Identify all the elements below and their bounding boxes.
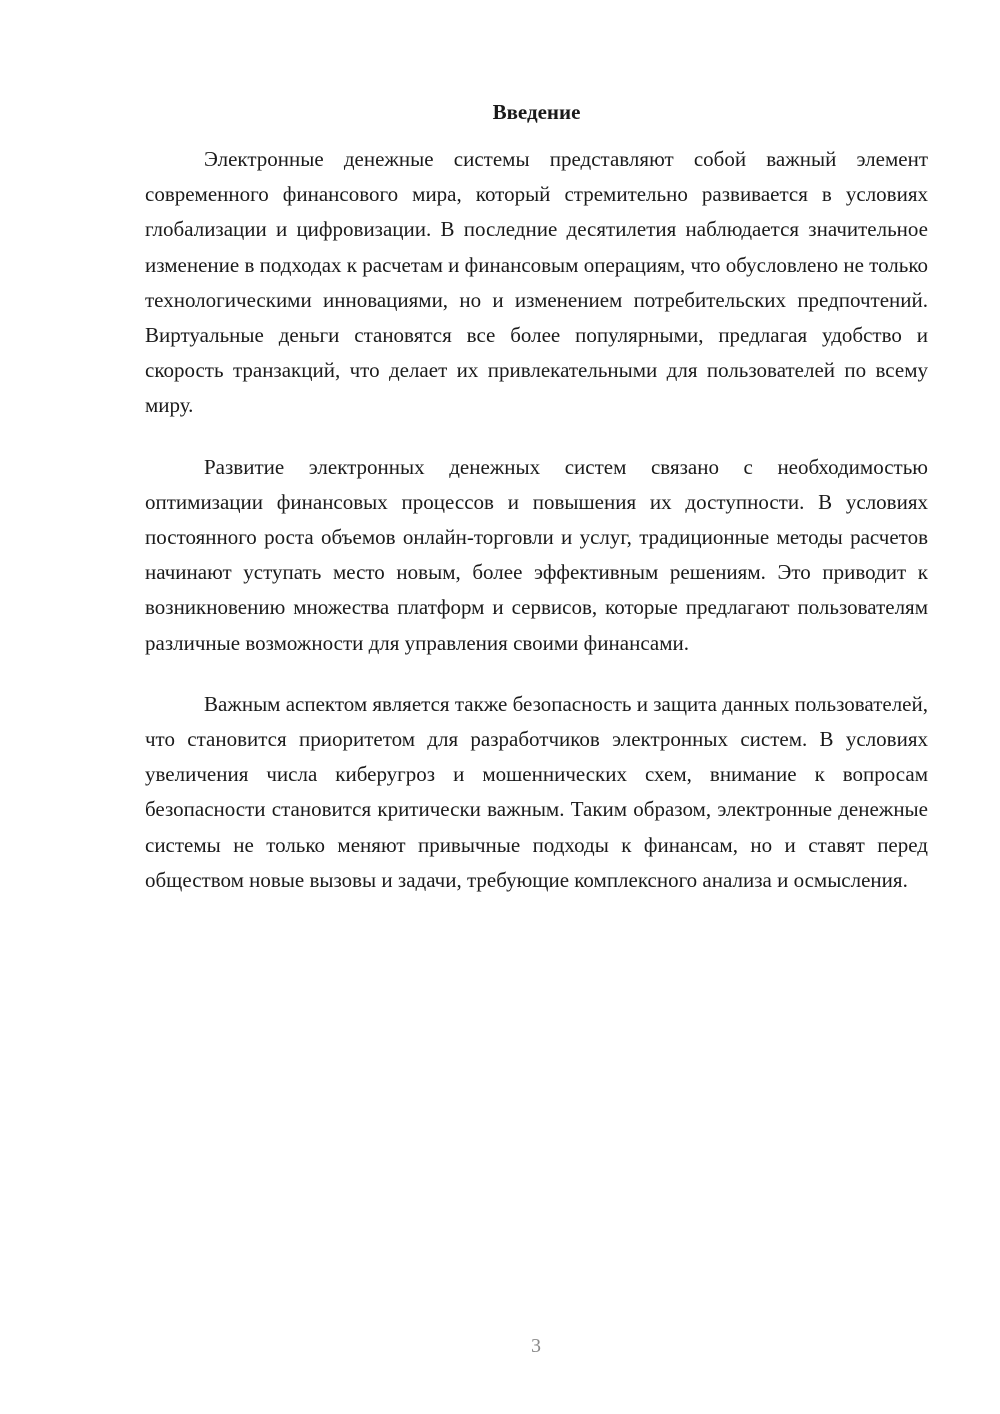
paragraph-2: Развитие электронных денежных систем связано с необходимостью оптимизации финансовых процессов и повышения их доступности. В условиях постоянного роста объемов онлайн-торговли и услуг, традиционные методы расчетов начинают уступать место новым, более эффективным решениям. Это приводит к возникновению множества платформ и сервисов, которые предлагают пользователям различные возможности для управления своими финансами. xyxy=(145,454,928,655)
paragraph-3: Важным аспектом является также безопасность и защита данных пользователей, что становится приоритетом для разработчиков электронных систем. В условиях увеличения числа киберугроз и мошеннических схем, внимание к вопросам безопасности становится критически важным. Таким образом, электронные денежные системы не только меняют привычные подходы к финансам, но и ставят перед обществом новые вызовы и задачи, требующие комплексного анализа и осмысления. xyxy=(145,691,928,892)
page-number: 3 xyxy=(531,1335,541,1357)
section-heading: Введение xyxy=(492,100,581,124)
paragraph-1: Электронные денежные системы представляют собой важный элемент современного финансового мира, который стремительно развивается в условиях глобализации и цифровизации. В последние десятилетия наблюдается значительное изменение в подходах к расчетам и финансовым операциям, что обусловлено не только технологическими инновациями, но и изменением потребительских предпочтений. Виртуальные деньги становятся все более популярными, предлагая удобство и скорость транзакций, что делает их привлекательными для пользователей по всему миру. xyxy=(145,147,928,418)
body-text xyxy=(145,142,928,924)
